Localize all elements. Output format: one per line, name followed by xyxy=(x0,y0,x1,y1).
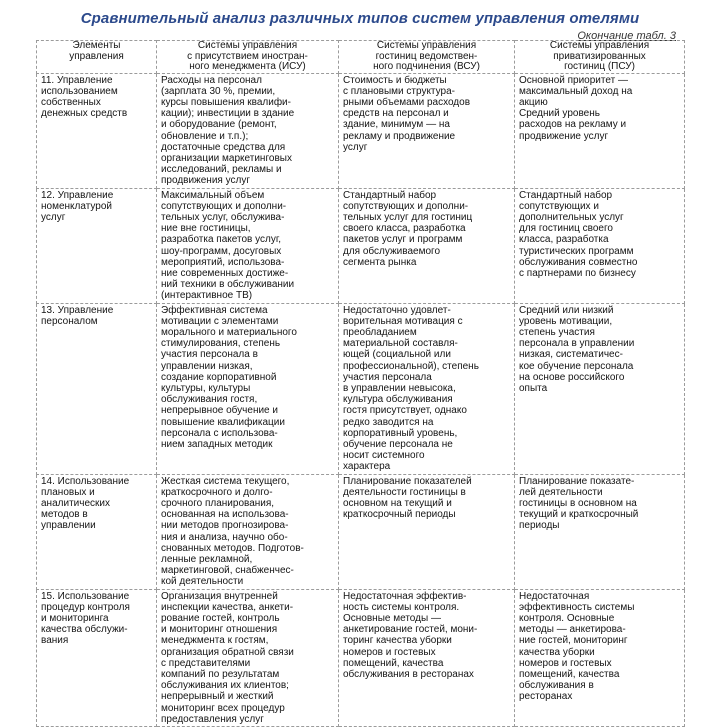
cell-psu: Планирование показате- лей деятельности гостиницы в основном на текущий и краткосрочный периоды xyxy=(515,474,685,589)
cell-element: 11. Управление использованием собственных денежных средств xyxy=(37,73,157,188)
cell-vsu: Недостаточно удовлет- ворительная мотивация с преобладанием материальной составля- ющей (социальной или профессиональной), степень участия персонала в управлении невысока, культура обслуживания гостя присутствует, однако редко заводится на корпоративный уровень, обучение персонала не носит системного характера xyxy=(339,303,515,474)
cell-element: 14. Использование плановых и аналитических методов в управлении xyxy=(37,474,157,589)
cell-isu: Максимальный объем сопутствующих и дополни- тельных услуг, обслужива- ние вне гостиницы, разработка пакетов услуг, шоу-программ, досуговых мероприятий, использова- ние современных достиже- ний техники в обслуживании (интерактивное ТВ) xyxy=(157,188,339,303)
column-header-isu: Системы управления с присутствием иностран- ного менеджмента (ИСУ) xyxy=(157,41,339,74)
cell-isu: Организация внутренней инспекции качества, анкети- рование гостей, контроль и мониторинг отношения менеджмента к гостям, организация обратной связи с представителями компаний по результатам обслуживания их клиентов; непрерывный и жесткий мониторинг всех процедур предоставления услуг xyxy=(157,589,339,726)
column-header-psu: Системы управления приватизированных гостиниц (ПСУ) xyxy=(515,41,685,74)
column-header-vsu: Системы управления гостиниц ведомствен- ного подчинения (ВСУ) xyxy=(339,41,515,74)
cell-isu: Расходы на персонал (зарплата 30 %, премии, курсы повышения квалифи- кации); инвестиции в здание и оборудование (ремонт, обновление и т.п.); достаточные средства для организации маркетинговых исследований, рекламы и продвижения услуг xyxy=(157,73,339,188)
cell-isu: Эффективная система мотивации с элементами морального и материального стимулирования, степень участия персонала в управлении низкая, создание корпоративной культуры, культуры обслуживания гостя, непрерывное обучение и повышение квалификации персонала с использова- нием западных методик xyxy=(157,303,339,474)
cell-vsu: Планирование показателей деятельности гостиницы в основном на текущий и краткосрочный периоды xyxy=(339,474,515,589)
cell-psu: Средний или низкий уровень мотивации, степень участия персонала в управлении низкая, систематичес- кое обучение персонала на основе российского опыта xyxy=(515,303,685,474)
table-row xyxy=(37,474,685,589)
comparison-table xyxy=(36,40,685,727)
continuation-note: Окончание табл. 3 xyxy=(577,30,676,42)
cell-vsu: Стоимость и бюджеты с плановыми структура- рными объемами расходов средств на персонал и здание, минимум — на рекламу и продвижение услуг xyxy=(339,73,515,188)
cell-isu: Жесткая система текущего, краткосрочного и долго- срочного планирования, основанная на использова- нии методов прогнозирова- ния и анализа, научно обо- снованных методов. Подготов- ленные рекламной, маркетинговой, снабженчес- кой деятельности xyxy=(157,474,339,589)
cell-element: 15. Использование процедур контроля и мониторинга качества обслужи- вания xyxy=(37,589,157,726)
cell-psu: Недостаточная эффективность системы контроля. Основные методы — анкетирова- ние гостей, мониторинг качества уборки номеров и гостевых помещений, качества обслуживания в ресторанах xyxy=(515,589,685,726)
table-row xyxy=(37,73,685,188)
cell-psu: Стандартный набор сопутствующих и дополнительных услуг для гостиниц своего класса, разработка туристических программ обслуживания совместно с партнерами по бизнесу xyxy=(515,188,685,303)
table-row xyxy=(37,303,685,474)
column-header-elements: Элементы управления xyxy=(37,41,157,74)
cell-element: 13. Управление персоналом xyxy=(37,303,157,474)
cell-vsu: Недостаточная эффектив- ность системы контроля. Основные методы — анкетирование гостей, мони- торинг качества уборки номеров и гостевых помещений, качества обслуживания в ресторанах xyxy=(339,589,515,726)
page-title: Сравнительный анализ различных типов систем управления отелями xyxy=(80,10,640,27)
table-row xyxy=(37,188,685,303)
table-row xyxy=(37,589,685,726)
cell-vsu: Стандартный набор сопутствующих и дополни- тельных услуг для гостиниц своего класса, разработка пакетов услуг и программ для обслуживаемого сегмента рынка xyxy=(339,188,515,303)
cell-psu: Основной приоритет — максимальный доход на акцию Средний уровень расходов на рекламу и продвижение услуг xyxy=(515,73,685,188)
table-header-row xyxy=(37,41,685,74)
scanned-table-page xyxy=(36,30,684,725)
cell-element: 12. Управление номенклатурой услуг xyxy=(37,188,157,303)
